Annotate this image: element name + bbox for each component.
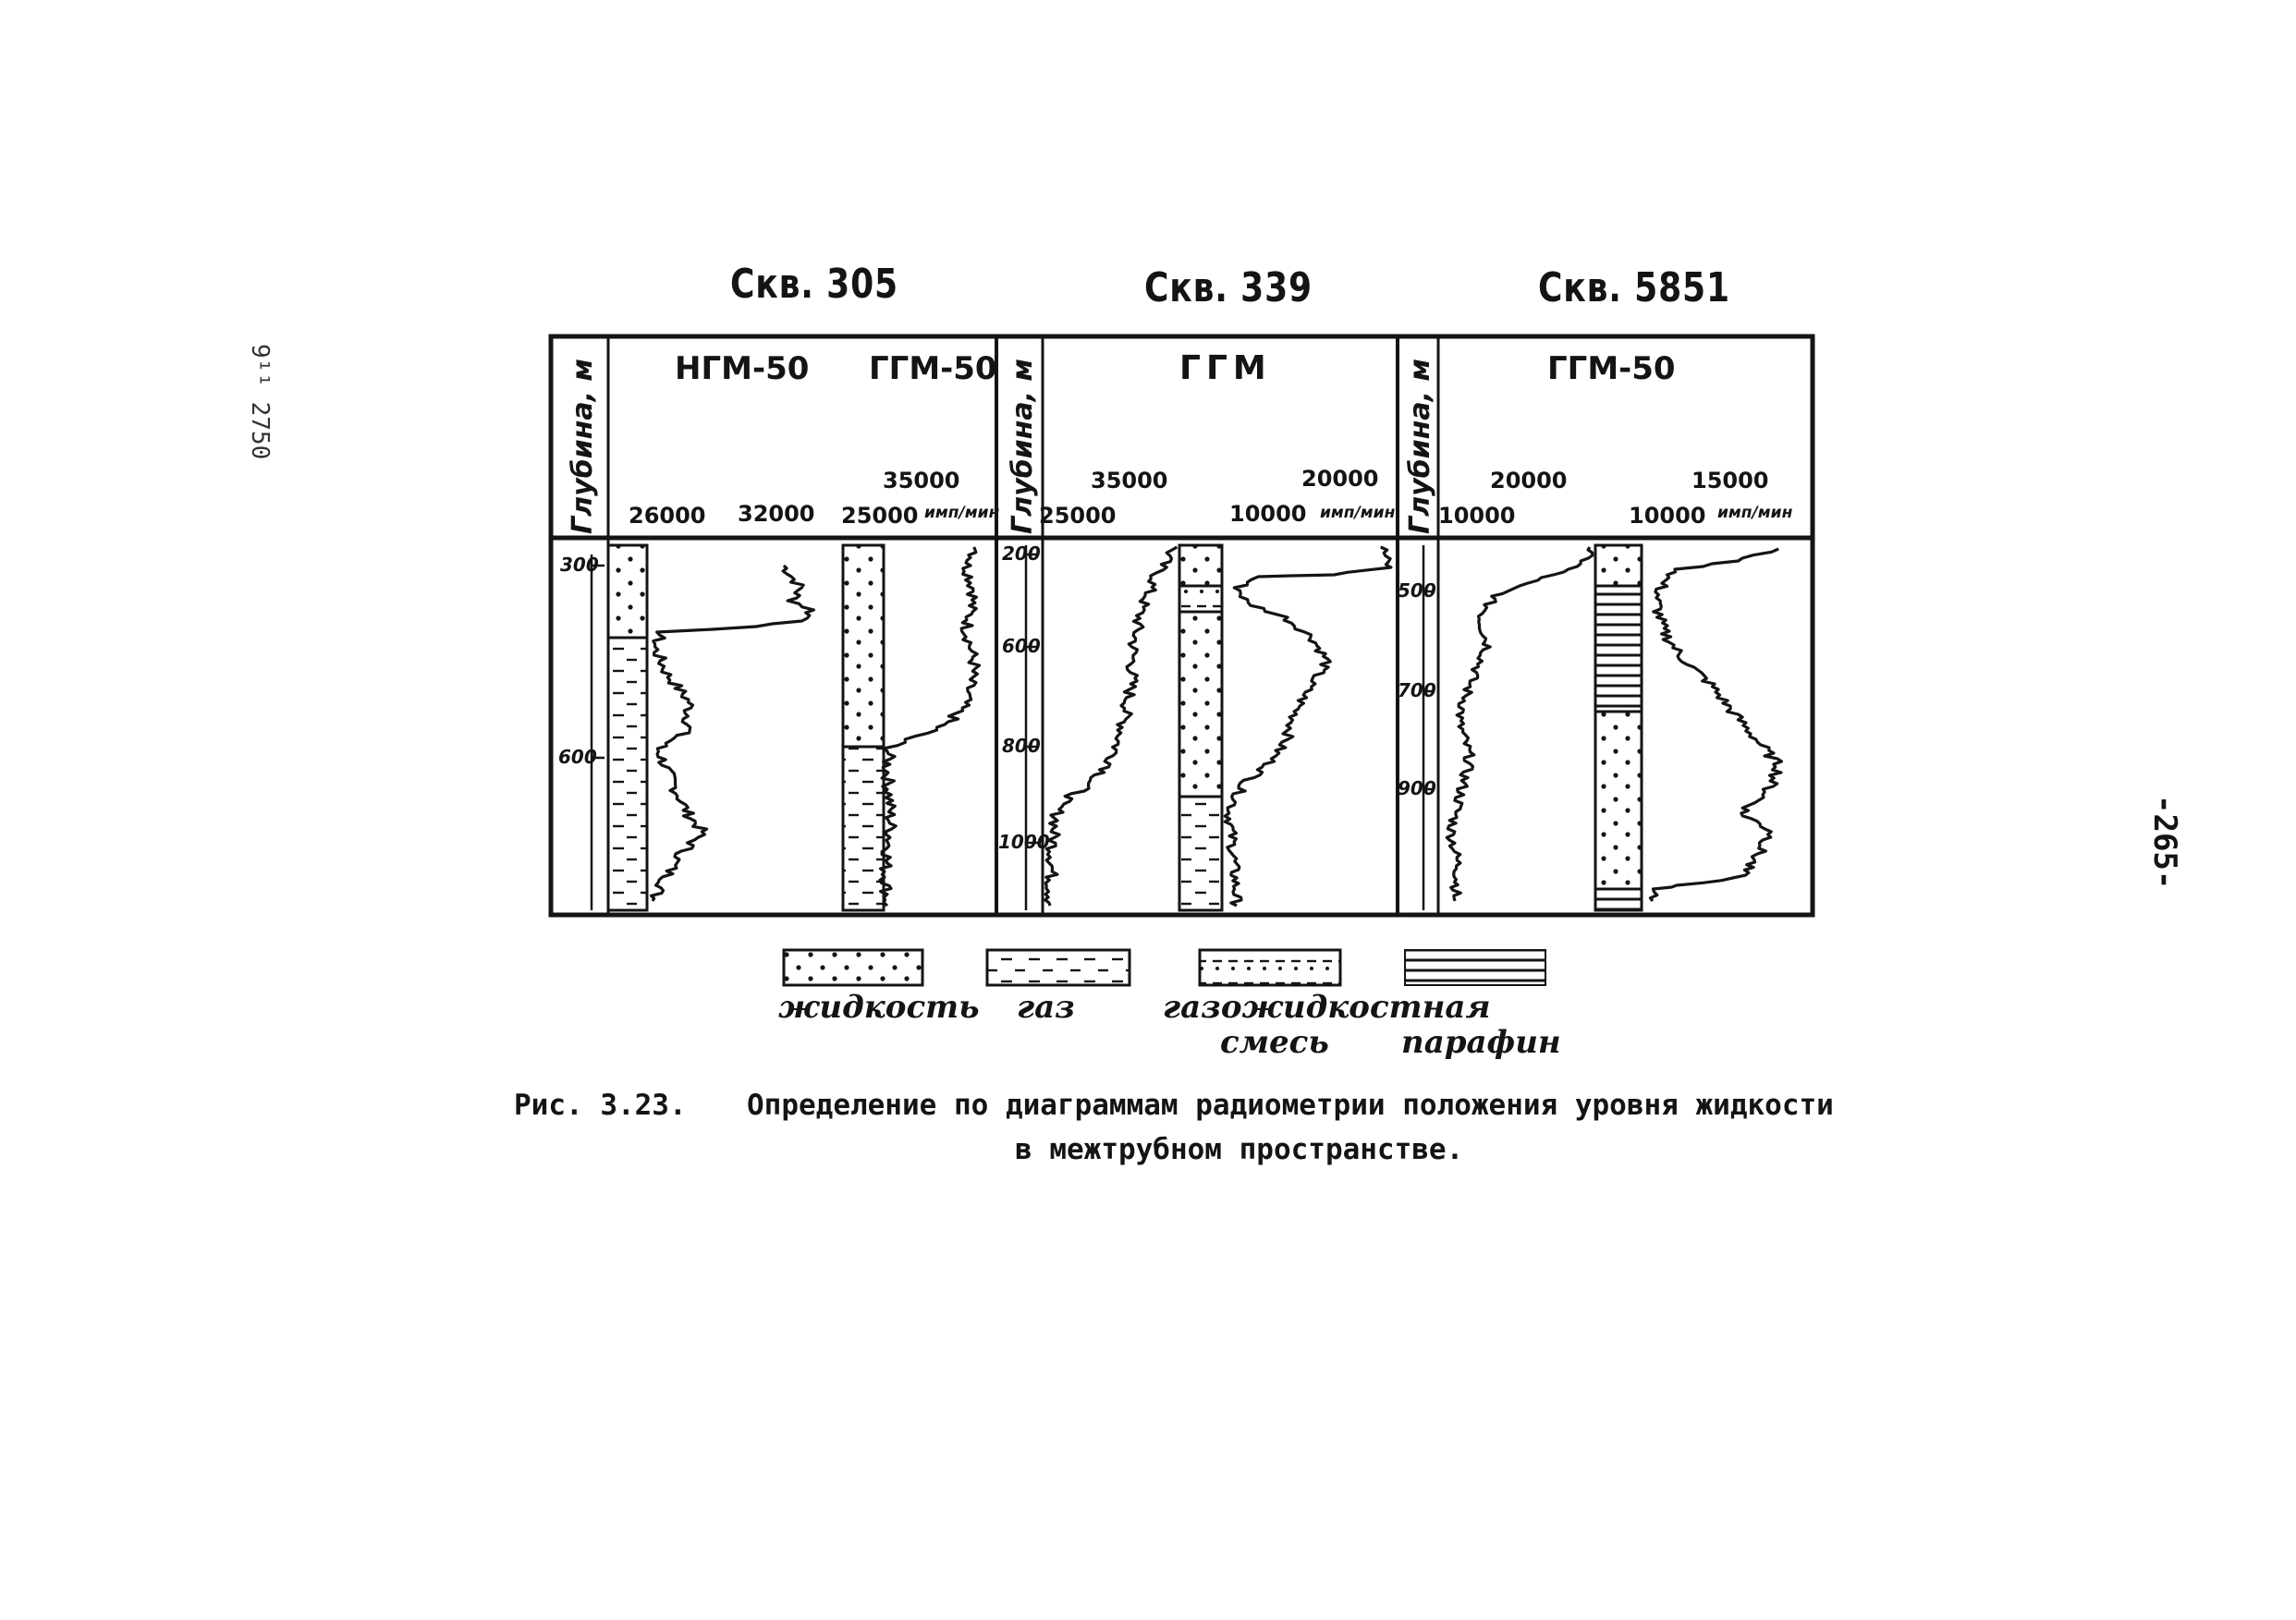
caption-line2: в межтрубном пространстве. [1015,1133,1464,1166]
depth-tick: 500 [1398,579,1436,602]
depth-scale-339 [1026,545,1039,910]
unit-label: имп/мин [1717,504,1793,522]
lithology-column [1595,545,1642,910]
depth-tick: 600 [1002,635,1041,657]
legend-label-mixture-line1: газожидкостная [1163,989,1491,1026]
lithology-column [1179,545,1222,910]
method-label: ГГМ [1179,349,1272,387]
scale-label: 20000 [1490,468,1568,493]
depth-axis-label: Глубина, м [1007,359,1039,534]
depth-tick: 700 [1398,679,1436,701]
legend-swatch-gas [987,950,1130,985]
method-label: ГГМ-50 [1547,350,1676,387]
curve-ggm-5851 [1447,547,1593,901]
curve-ggm-5851-b [1650,549,1781,901]
depth-tick: 900 [1398,777,1436,799]
scale-label: 10000 [1438,503,1516,529]
caption-number: Рис. 3.23. [514,1089,687,1122]
caption-line1: Определение по диаграммам радиометрии положения уровня жидкости [747,1089,1834,1122]
legend-swatch-mixture [1200,950,1340,985]
well-title-339: Скв. 339 [1144,264,1313,311]
curve-ngm-305 [652,566,814,901]
legend-label-gas: газ [1017,989,1075,1026]
scale-label: 35000 [1091,468,1168,493]
depth-tick: 800 [1002,735,1041,757]
legend-swatch-liquid [784,950,922,985]
lithology-column [608,545,647,910]
depth-axis-label: Глубина, м [567,359,599,534]
method-label: ГГМ-50 [869,350,997,387]
scale-label: 25000 [841,503,919,529]
depth-axis-label: Глубина, м [1404,359,1436,534]
scale-label: 32000 [738,501,815,527]
lithology-column [843,545,884,910]
scale-label: 10000 [1629,503,1706,529]
scale-label: 26000 [629,503,706,529]
legend-swatch-paraffin [1405,950,1545,985]
page-number: -265- [2146,795,2183,890]
legend-label-liquid: жидкость [778,989,980,1026]
scale-label: 20000 [1301,466,1379,492]
method-label: НГМ-50 [675,350,810,387]
legend-label-mixture-line2: смесь [1220,1024,1329,1061]
scale-label: 15000 [1691,468,1769,493]
depth-scale-305 [592,554,605,910]
legend-label-paraffin: парафин [1401,1024,1561,1061]
curve-ggm-305 [880,547,980,906]
curve-ggm-339-b [1225,547,1391,906]
depth-tick: 600 [558,746,597,768]
unit-label: имп/мин [924,504,1000,522]
well-title-305: Скв. 305 [730,261,898,308]
depth-tick: 300 [560,554,599,576]
scale-label: 35000 [883,468,960,493]
curve-ggm-339 [1045,547,1178,906]
depth-tick: 1000 [998,831,1050,853]
margin-note: 9¹¹ 2750 [246,344,274,460]
scale-label: 25000 [1039,503,1117,529]
unit-label: имп/мин [1320,504,1396,522]
depth-tick: 200 [1002,542,1041,565]
well-title-5851: Скв. 5851 [1538,264,1730,311]
scale-label: 10000 [1229,501,1307,527]
